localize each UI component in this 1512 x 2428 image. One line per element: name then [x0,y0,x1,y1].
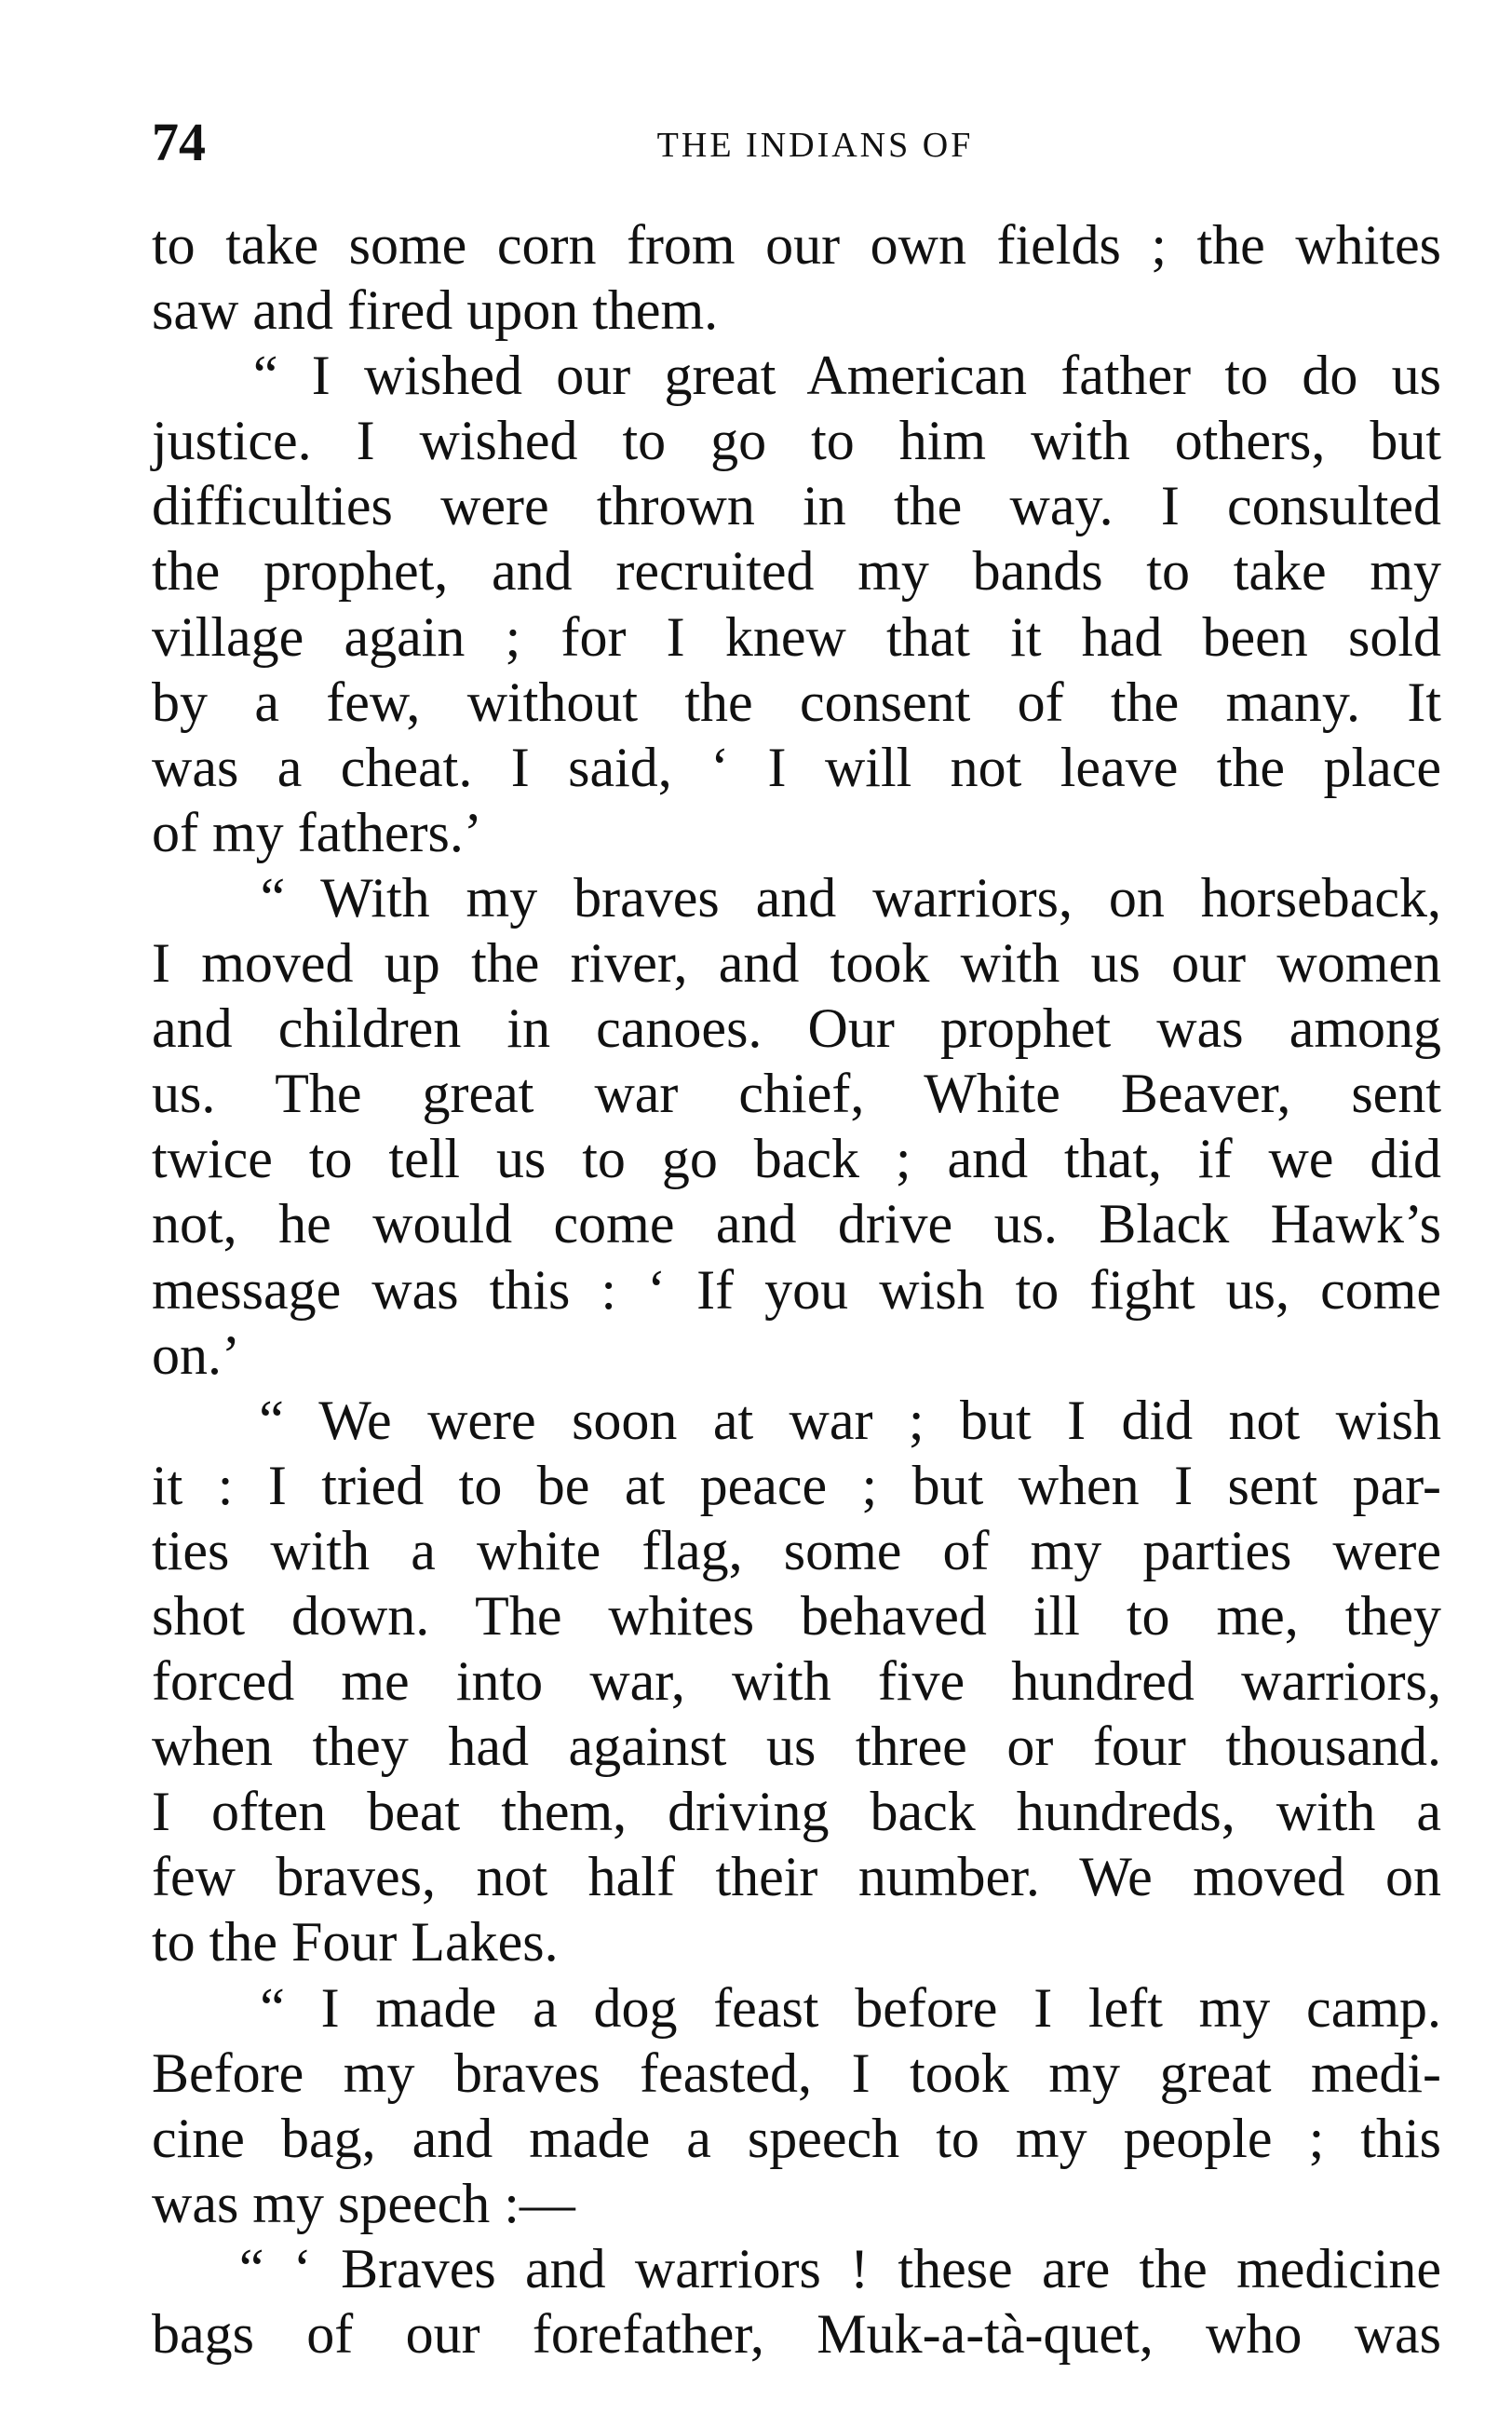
page-header [152,110,1441,175]
text-line: the prophet, and recruited my bands to take my [152,540,1441,603]
text-line: us. The great war chief, White Beaver, sent [152,1063,1441,1125]
text-line: to the Four Lakes. [152,1911,559,1974]
text-line: when they had against us three or four thousand. [152,1716,1441,1778]
text-line: cine bag, and made a speech to my people ; this [152,2107,1441,2169]
text-line: “ We were soon at war ; but I did not wish [152,1389,1441,1451]
text-line: to take some corn from our own fields ; the whites [152,214,1441,276]
body-text [152,212,1441,2367]
text-line: few braves, not half their number. We moved on [152,1846,1441,1908]
text-line: shot down. The whites behaved ill to me, they [152,1584,1441,1647]
text-line: “ I made a dog feast before I left my camp. [152,1976,1441,2039]
text-line: of my fathers.’ [152,801,482,863]
text-line: saw and fired upon them. [152,279,719,342]
text-line: and children in canoes. Our prophet was among [152,997,1441,1060]
text-line: difficulties were thrown in the way. I consulted [152,475,1441,537]
text-line: by a few, without the consent of the many. It [152,671,1441,733]
text-line: justice. I wished to go to him with others, but [152,410,1441,472]
text-line: it : I tried to be at peace ; but when I sent par- [152,1454,1441,1516]
running-head: THE INDIANS OF [656,126,974,165]
page-number: 74 [152,112,206,172]
text-line: I often beat them, driving back hundreds, with a [152,1781,1441,1843]
text-line: was my speech :— [152,2172,575,2234]
text-line: “ With my braves and warriors, on horseback, [152,866,1441,929]
text-line: village again ; for I knew that it had been sold [152,605,1441,668]
text-line: bags of our forefather, Muk-a-tà-quet, who was [152,2303,1441,2365]
text-line: forced me into war, with five hundred warriors, [152,1650,1441,1713]
text-line: twice to tell us to go back ; and that, if we did [152,1128,1441,1190]
text-line: “ I wished our great American father to do us [152,345,1441,407]
text-line: ties with a white flag, some of my parties were [152,1519,1441,1581]
text-line: was a cheat. I said, ‘ I will not leave the place [152,736,1441,798]
text-line: “ ‘ Braves and warriors ! these are the medicine [152,2237,1441,2299]
text-line: not, he would come and drive us. Black Hawk’s [152,1193,1441,1255]
text-line: on.’ [152,1323,240,1386]
text-line: message was this : ‘ If you wish to fight us, come [152,1258,1441,1321]
text-line: Before my braves feasted, I took my great medi- [152,2041,1441,2104]
text-line: I moved up the river, and took with us our women [152,932,1441,995]
